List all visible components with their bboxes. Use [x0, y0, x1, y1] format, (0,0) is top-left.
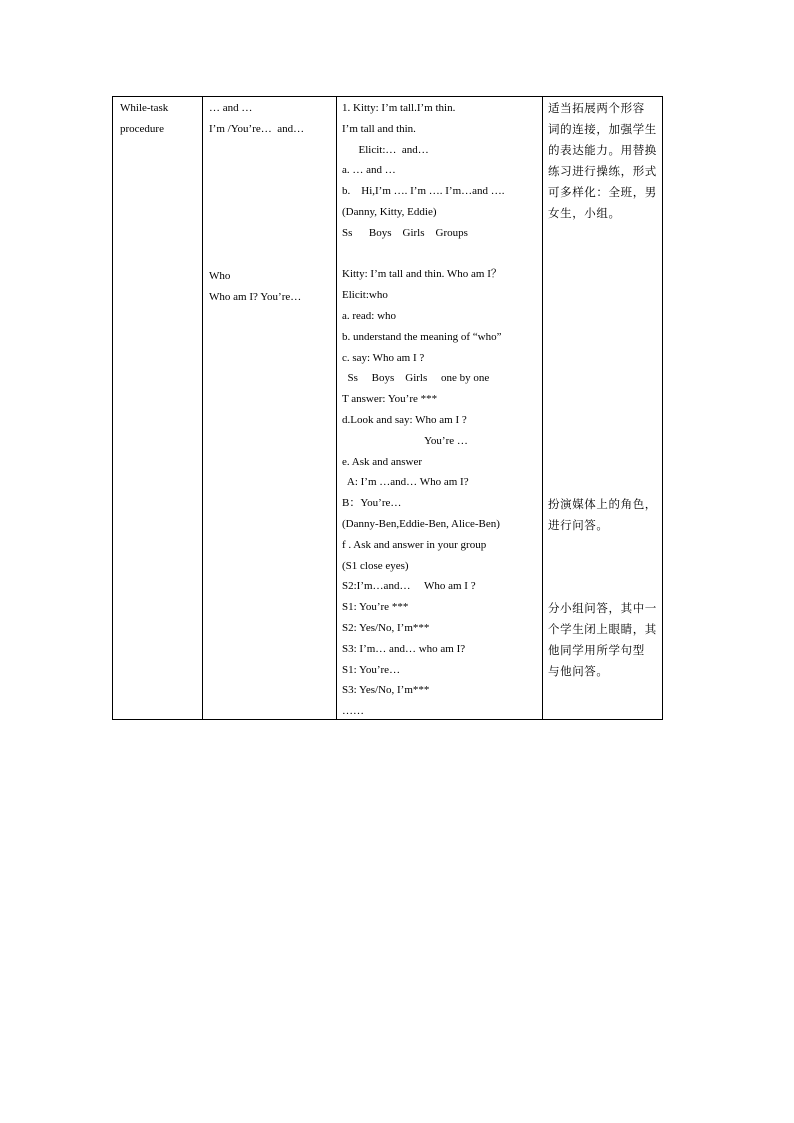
- purpose-text: 词的连接，加强学生: [548, 122, 657, 136]
- procedure-line: ……: [342, 705, 364, 718]
- procedure-line: b. Hi,I’m …. I’m …. I’m…and ….: [342, 185, 505, 198]
- procedure-line: S2: Yes/No, I’m***: [342, 622, 430, 634]
- procedure-line: A: I’m …and… Who am I?: [342, 476, 469, 489]
- procedure-line: You’re …: [342, 434, 468, 447]
- procedure-line: 1. Kitty: I’m tall.I’m thin.: [342, 102, 456, 114]
- purpose-text: 扮演媒体上的角色，: [548, 497, 657, 511]
- purpose-text: 练习进行操练，形式: [548, 164, 657, 178]
- procedure-line: c. say: Who am I ?: [342, 351, 425, 364]
- purpose-text: 与他问答。: [548, 664, 609, 678]
- procedure-line: d.Look and say: Who am I ?: [342, 414, 467, 426]
- purpose-text: 个学生闭上眼睛，其: [548, 622, 657, 636]
- procedure-line: b. understand the meaning of “who”: [342, 330, 502, 343]
- procedure-cell: [336, 97, 542, 719]
- purpose-text: 分小组问答，其中一: [548, 601, 657, 615]
- procedure-line: Ss Boys Girls Groups: [342, 226, 468, 239]
- purpose-text: 进行问答。: [548, 518, 609, 532]
- purpose-text: 的表达能力。用替换: [548, 143, 657, 157]
- procedure-line: B：You’re…: [342, 497, 402, 510]
- procedure-line: S2:I’m…and… Who am I ?: [342, 580, 476, 593]
- stage-text: While-task: [120, 102, 169, 114]
- procedure-line: (Danny, Kitty, Eddie): [342, 206, 437, 218]
- procedure-line: S3: Yes/No, I’m***: [342, 684, 430, 697]
- procedure-line: e. Ask and answer: [342, 455, 423, 468]
- procedure-line: a. … and …: [342, 164, 396, 177]
- purpose-cell: [542, 97, 663, 719]
- stage-text: procedure: [120, 123, 164, 135]
- language-focus-cell: [202, 97, 336, 719]
- procedure-line: T answer: You’re ***: [342, 393, 438, 406]
- language-focus-text: I’m /You’re… and…: [209, 123, 305, 135]
- procedure-line: S3: I’m… and… who am I?: [342, 642, 466, 655]
- procedure-line: f . Ask and answer in your group: [342, 538, 487, 551]
- language-focus-text: … and …: [209, 102, 253, 114]
- procedure-line: (S1 close eyes): [342, 559, 409, 572]
- procedure-line: (Danny-Ben,Eddie-Ben, Alice-Ben): [342, 518, 500, 530]
- procedure-line: S1: You’re ***: [342, 601, 409, 614]
- purpose-text: 他同学用所学句型: [548, 643, 645, 657]
- procedure-line: Elicit:… and…: [342, 143, 429, 156]
- purpose-text: 适当拓展两个形容: [548, 101, 645, 115]
- lesson-plan-table: [112, 96, 663, 720]
- procedure-line: S1: You’re…: [342, 663, 401, 676]
- procedure-line: Kitty: I’m tall and thin. Who am I？: [342, 268, 502, 281]
- language-focus-text: Who am I? You’re…: [209, 291, 302, 303]
- procedure-line: Elicit:who: [342, 289, 388, 302]
- purpose-text: 可多样化：全班，男: [548, 185, 657, 199]
- procedure-line: I’m tall and thin.: [342, 122, 416, 135]
- stage-cell: [113, 97, 202, 719]
- purpose-text: 女生，小组。: [548, 206, 621, 220]
- procedure-line: a. read: who: [342, 310, 397, 322]
- procedure-line: Ss Boys Girls one by one: [342, 372, 490, 385]
- language-focus-text: Who: [209, 270, 231, 282]
